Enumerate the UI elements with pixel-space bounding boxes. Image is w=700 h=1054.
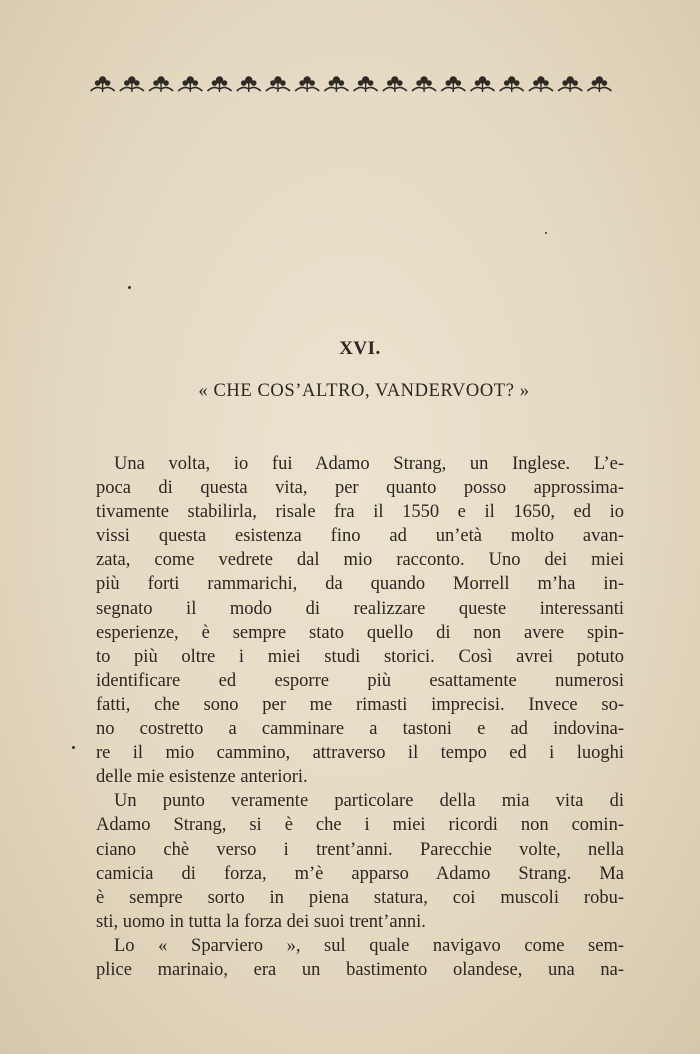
fleuron-icon	[412, 77, 436, 92]
text-line: ciano chè verso i trent’anni. Parecchie volte, nella	[96, 839, 624, 860]
text-line: zata, come vedrete dal mio racconto. Uno dei miei	[96, 550, 624, 571]
fleuron-icon	[441, 77, 465, 92]
fleuron-border-icon	[88, 72, 614, 96]
text-line: tivamente stabilirla, risale fra il 1550 e il 1650, ed io	[96, 502, 624, 523]
fleuron-icon	[266, 77, 290, 92]
fleuron-icon	[91, 77, 115, 92]
fleuron-icon	[529, 77, 553, 92]
body-text	[96, 452, 624, 982]
fleuron-icon	[208, 77, 232, 92]
fleuron-icon	[383, 77, 407, 92]
fleuron-icon	[149, 77, 173, 92]
ink-speck	[545, 232, 547, 234]
text-line: plice marinaio, era un bastimento olandese, una na-	[96, 959, 624, 980]
ink-speck	[128, 286, 131, 289]
fleuron-icon	[587, 77, 611, 92]
text-line: fatti, che sono per me rimasti imprecisi. Invece so-	[96, 694, 624, 715]
ink-speck	[72, 746, 75, 749]
fleuron-icon	[178, 77, 202, 92]
text-line: sti, uomo in tutta la forza dei suoi trent’anni.	[96, 911, 426, 932]
text-line: poca di questa vita, per quanto posso approssima-	[96, 478, 624, 499]
fleuron-icon	[558, 77, 582, 92]
text-line: segnato il modo di realizzare queste interessanti	[96, 598, 624, 619]
text-line: è sempre sorto in piena statura, coi muscoli robu-	[96, 887, 624, 908]
text-line: esperienze, è sempre stato quello di non avere spin-	[96, 622, 624, 643]
text-line: più forti rammarichi, da quando Morrell m’ha in-	[96, 574, 624, 595]
text-line: Lo « Sparviero », sul quale navigavo come sem-	[114, 935, 624, 956]
fleuron-icon	[237, 77, 261, 92]
fleuron-icon	[500, 77, 524, 92]
fleuron-icon	[295, 77, 319, 92]
fleuron-icon	[120, 77, 144, 92]
text-line: Adamo Strang, si è che i miei ricordi non comin-	[96, 815, 624, 836]
text-line: to più oltre i miei studi storici. Così avrei potuto	[96, 646, 624, 667]
text-line: no costretto a camminare a tastoni e ad indovina-	[96, 719, 624, 740]
text-line: identificare ed esporre più esattamente numerosi	[96, 670, 624, 691]
text-line: re il mio cammino, attraverso il tempo ed i luoghi	[96, 743, 624, 764]
text-line: delle mie esistenze anteriori.	[96, 767, 308, 788]
chapter-number: XVI.	[339, 338, 381, 359]
fleuron-icon	[471, 77, 495, 92]
text-line: vissi questa esistenza fino ad un’età molto avan-	[96, 526, 624, 547]
chapter-title: « CHE COS’ALTRO, VANDERVOOT? »	[198, 381, 530, 401]
text-line: Un punto veramente particolare della mia vita di	[114, 791, 624, 812]
text-line: Una volta, io fui Adamo Strang, un Inglese. L’e-	[114, 454, 624, 474]
fleuron-icon	[324, 77, 348, 92]
fleuron-icon	[354, 77, 378, 92]
text-line: camicia di forza, m’è apparso Adamo Strang. Ma	[96, 863, 624, 884]
